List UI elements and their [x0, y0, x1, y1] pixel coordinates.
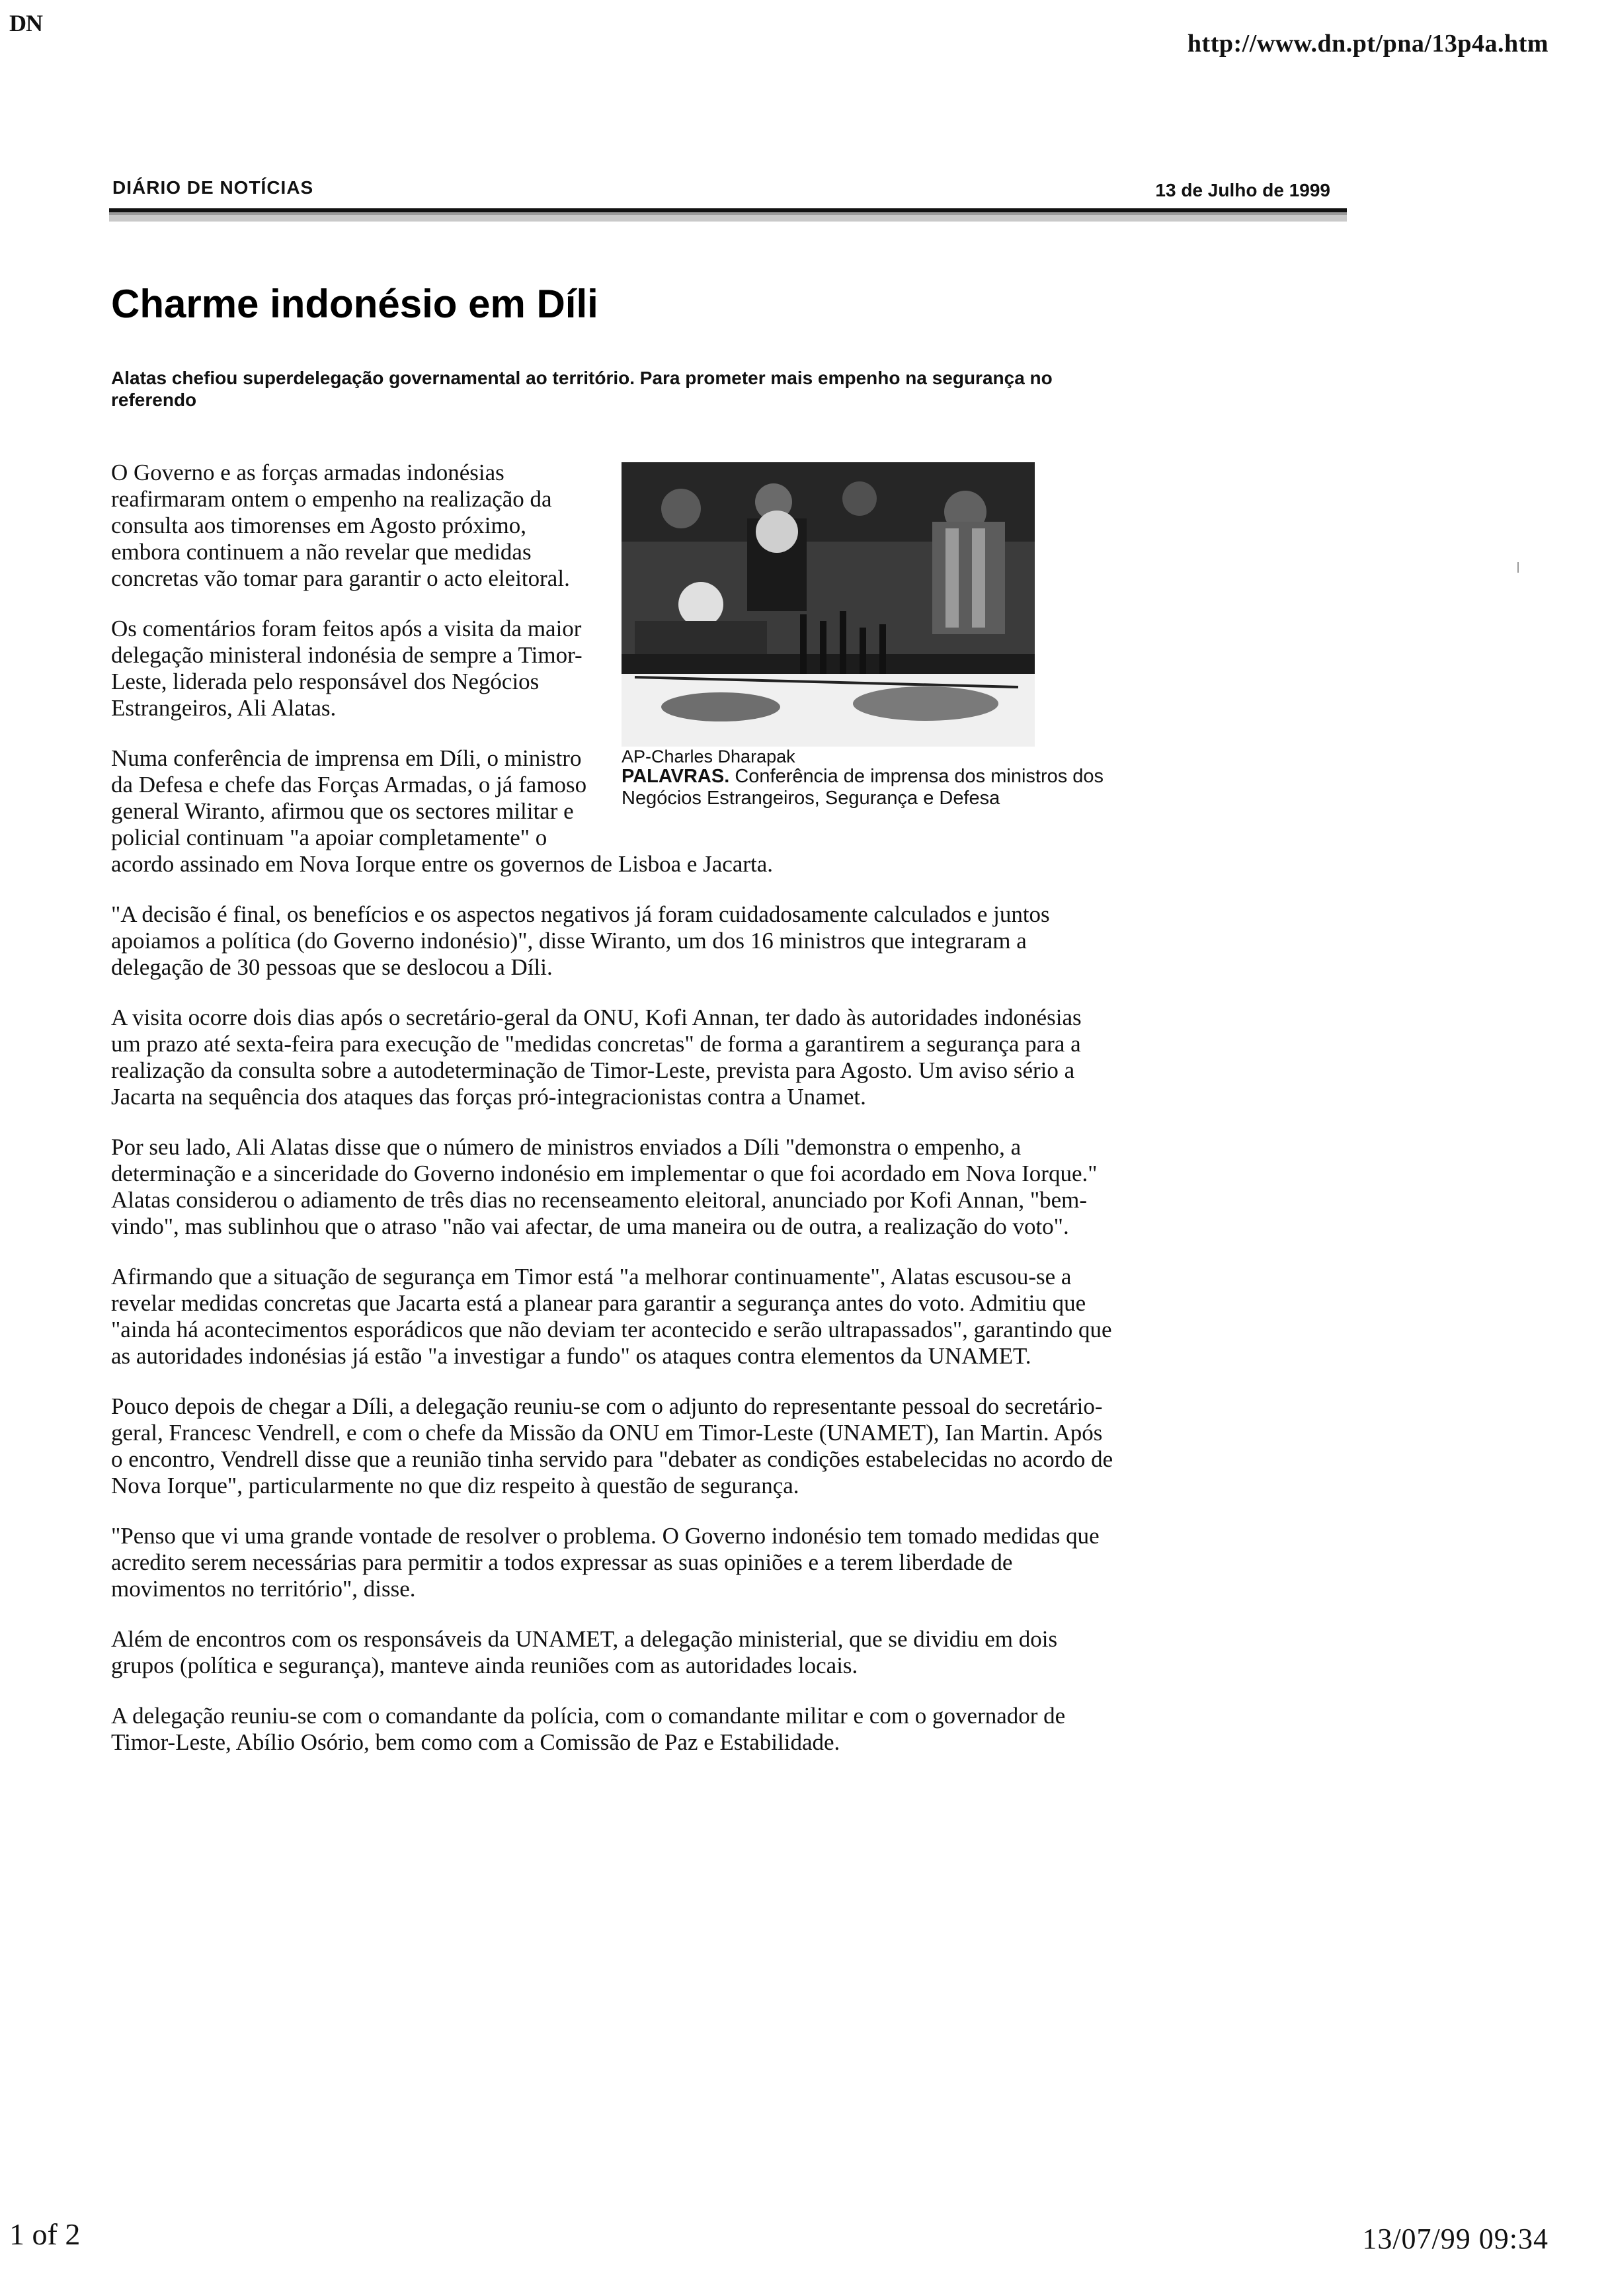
- masthead-logo: DIÁRIO DE NOTÍCIAS: [112, 177, 314, 198]
- article-headline: Charme indonésio em Díli: [111, 282, 598, 326]
- article-paragraph: A delegação reuniu-se com o comandante da polícia, com o comandante militar e com o governador de Timor-Leste, Abílio Osório, bem como com a Comissão de Paz e Estabilidade.: [111, 1703, 1066, 1755]
- masthead-divider: [109, 208, 1347, 222]
- article-body: [111, 460, 1116, 1780]
- print-footer-page: 1 of 2: [9, 2217, 81, 2251]
- masthead-date: 13 de Julho de 1999: [1155, 180, 1330, 200]
- article-paragraph: "A decisão é final, os benefícios e os aspectos negativos já foram cuidadosamente calculados e juntos apoiamos a política (do Governo indonésio)", disse Wiranto, um dos 16 ministros que integraram a delegação de 30 pessoas que se deslocou a Díli.: [111, 901, 1050, 980]
- print-header-label: DN: [9, 10, 42, 36]
- article-paragraph: Além de encontros com os responsáveis da UNAMET, a delegação ministerial, que se dividiu em dois grupos (política e segurança), manteve ainda reuniões com as autoridades locais.: [111, 1626, 1058, 1678]
- photo-caption-lead: PALAVRAS.: [622, 766, 730, 787]
- photo-illustration: [622, 462, 1035, 747]
- print-header-url[interactable]: http://www.dn.pt/pna/13p4a.htm: [1187, 30, 1548, 58]
- article-paragraph: "Penso que vi uma grande vontade de resolver o problema. O Governo indonésio tem tomado medidas que acredito serem necessárias para permitir a todos expressar as suas opiniões e a terem liberdade de movimentos no território", disse.: [111, 1523, 1100, 1602]
- article-paragraph: Os comentários foram feitos após a visita da maior delegação ministeral indonésia de sempre a Timor-Leste, liderada pelo responsável dos Negócios Estrangeiros, Ali Alatas.: [111, 616, 583, 721]
- article-subtitle: Alatas chefiou superdelegação governamental ao território. Para prometer mais empenho na segurança no referendo: [111, 368, 1053, 410]
- article-paragraph: Por seu lado, Ali Alatas disse que o número de ministros enviados a Díli "demonstra o empenho, a determinação e a sinceridade do Governo indonésio em implementar o que foi acordado em Nova Iorque." Alatas considerou o adiamento de três dias no recenseamento eleitoral, anunciado por Kofi Annan, "bem-vindo", mas sublinhou que o atraso "não vai afectar, de uma maneira ou de outra, a realização do voto".: [111, 1134, 1098, 1239]
- article-paragraph: Pouco depois de chegar a Díli, a delegação reuniu-se com o adjunto do representante pessoal do secretário-geral, Francesc Vendrell, e com o chefe da Missão da ONU em Timor-Leste (UNAMET), Ian Martin. Após o encontro, Vendrell disse que a reunião tinha servido para "debater as condições estabelecidas no acordo de Nova Iorque", particularmente no que diz respeito à questão de segurança.: [111, 1393, 1113, 1498]
- print-footer-datetime: 13/07/99 09:34: [1362, 2223, 1548, 2255]
- photo-caption-text: Conferência de imprensa dos ministros dos Negócios Estrangeiros, Segurança e Defesa: [622, 766, 1104, 809]
- article-paragraph: O Governo e as forças armadas indonésias reafirmaram ontem o empenho na realização da consulta aos timorenses em Agosto próximo, embora continuem a não revelar que medidas concretas vão tomar para garantir o acto eleitoral.: [111, 460, 570, 591]
- photo-figure: [622, 462, 1116, 829]
- photo-caption: [622, 766, 1116, 809]
- press-conference-photo: [622, 462, 1035, 747]
- article-paragraph: A visita ocorre dois dias após o secretário-geral da ONU, Kofi Annan, ter dado às autoridades indonésias um prazo até sexta-feira para execução de "medidas concretas" de forma a garantirem a segurança para a realização da consulta sobre a autodeterminação de Timor-Leste, prevista para Agosto. Um aviso sério a Jacarta na sequência dos ataques das forças pró-integracionistas contra a Unamet.: [111, 1004, 1082, 1110]
- article-paragraph: Afirmando que a situação de segurança em Timor está "a melhorar continuamente", Alatas escusou-se a revelar medidas concretas que Jacarta está a planear para garantir a segurança antes do voto. Admitiu que "ainda há acontecimentos esporádicos que não deviam ter acontecido e serão ultrapassados", garantindo que as autoridades indonésias já estão "a investigar a fundo" os ataques contra elementos da UNAMET.: [111, 1264, 1112, 1369]
- article-paragraph: Numa conferência de imprensa em Díli, o ministro da Defesa e chefe das Forças Armadas, o já famoso general Wiranto, afirmou que os sectores militar e policial continuam "a apoiar completamente" o acordo assinado em Nova Iorque entre os governos de Lisboa e Jacarta.: [111, 745, 774, 877]
- margin-mark: [1517, 562, 1519, 573]
- photo-credit: AP-Charles Dharapak: [622, 747, 795, 766]
